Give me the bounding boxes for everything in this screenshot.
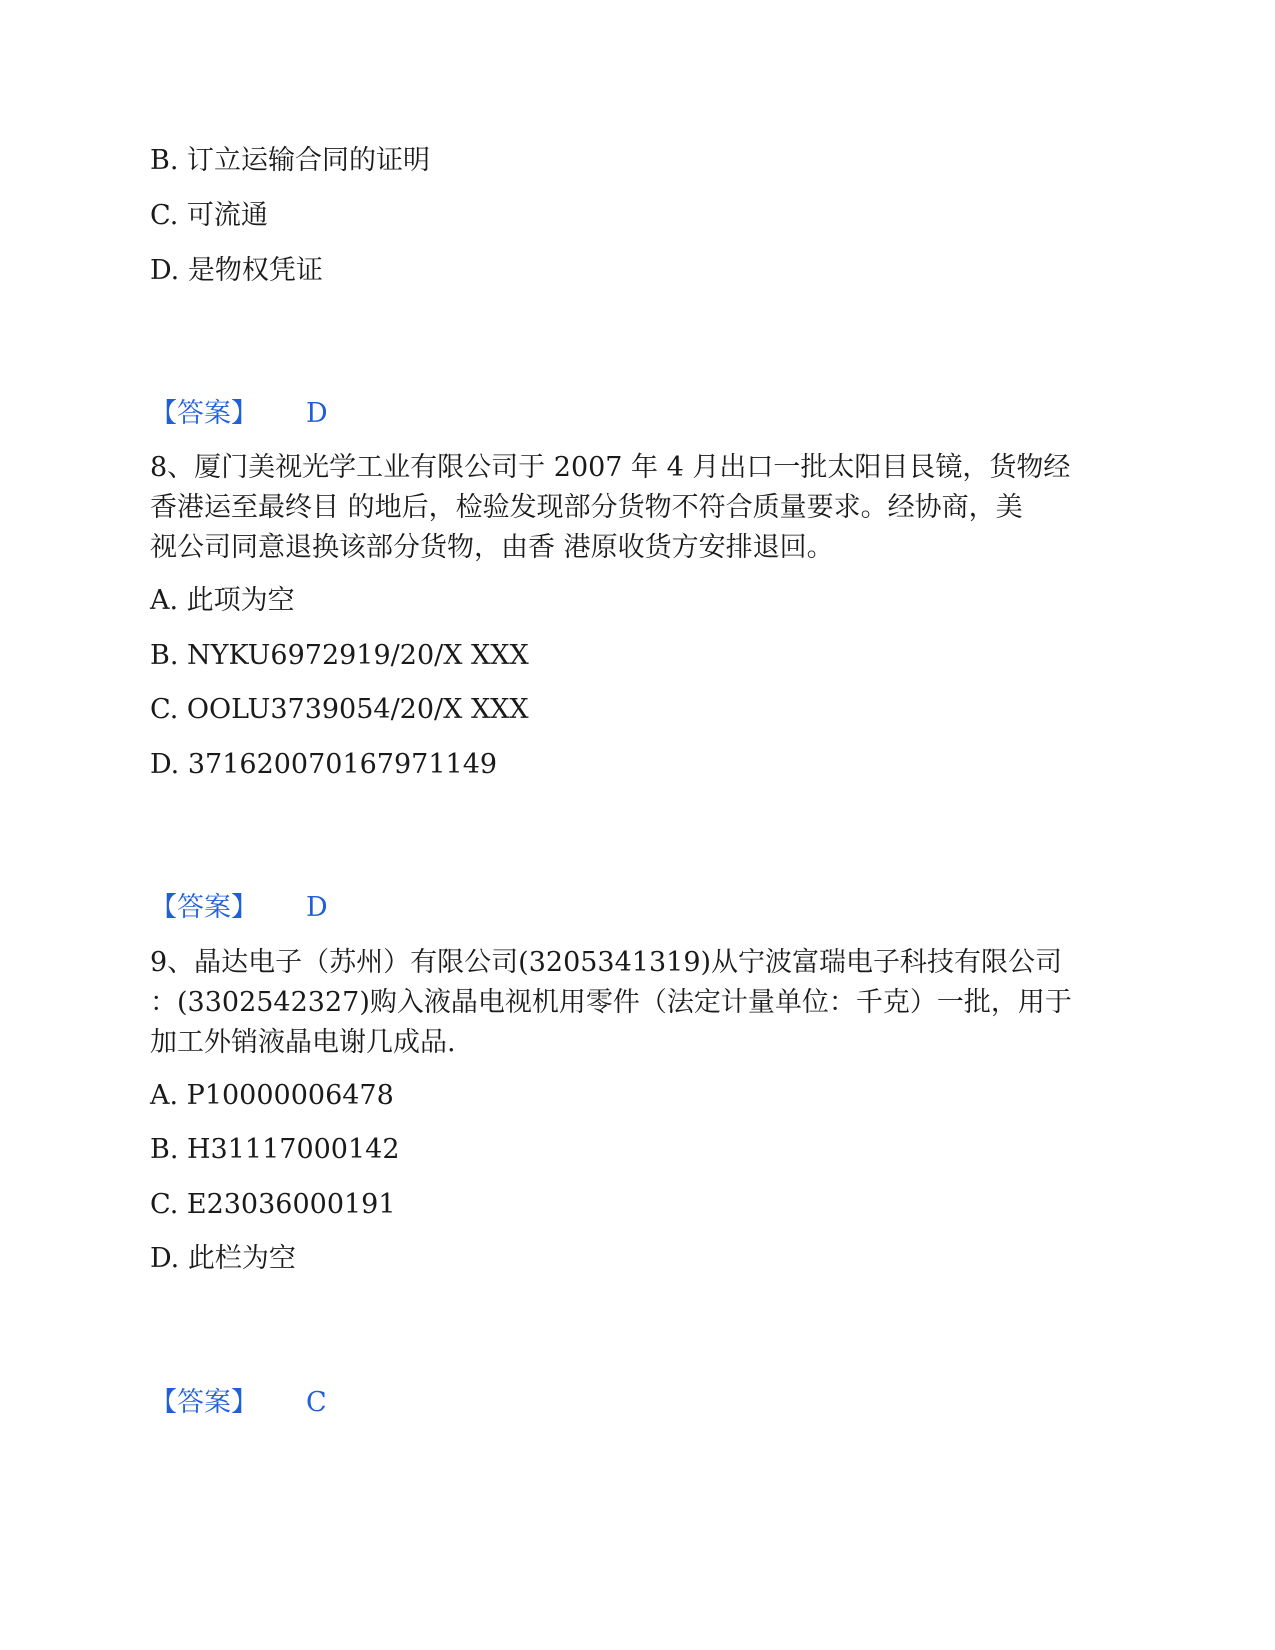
q8-option-c: C. OOLU3739054/20/X XXX bbox=[150, 694, 529, 725]
q8-stem-line-2: 香港运至最终目 的地后，检验发现部分货物不符合质量要求。经协商，美 bbox=[150, 492, 1023, 523]
q9-stem-line-2: ：(3302542327)购入液晶电视机用零件（法定计量单位：千克）一批，用于 bbox=[150, 987, 1072, 1018]
answer-value: C bbox=[306, 1387, 327, 1418]
q8-option-d: D. 371620070167971149 bbox=[150, 749, 498, 780]
q7-option-d: D. 是物权凭证 bbox=[150, 255, 323, 286]
q8-stem-line-1: 8、厦门美视光学工业有限公司于 2007 年 4 月出口一批太阳目艮镜，货物经 bbox=[150, 452, 1071, 483]
q9-option-a: A. P10000006478 bbox=[150, 1080, 394, 1111]
q8-stem bbox=[150, 448, 1115, 568]
q9-stem-line-1: 9、晶达电子（苏州）有限公司(3205341319)从宁波富瑞电子科技有限公司 bbox=[150, 947, 1063, 978]
q8-option-b: B. NYKU6972919/20/X XXX bbox=[150, 640, 529, 671]
q9-stem bbox=[150, 943, 1115, 1063]
q8-stem-line-3: 视公司同意退换该部分货物，由香 港原收货方安排退回。 bbox=[150, 532, 834, 563]
q9-answer bbox=[150, 1383, 327, 1423]
q8-answer bbox=[150, 888, 328, 928]
q9-option-b: B. H31117000142 bbox=[150, 1134, 400, 1165]
answer-tag: 【答案】 bbox=[150, 398, 258, 429]
q8-option-a: A. 此项为空 bbox=[150, 585, 295, 616]
answer-tag: 【答案】 bbox=[150, 1387, 258, 1418]
q7-option-b: B. 订立运输合同的证明 bbox=[150, 145, 431, 176]
q9-option-c: C. E23036000191 bbox=[150, 1189, 396, 1220]
q7-option-c: C. 可流通 bbox=[150, 200, 268, 231]
answer-value: D bbox=[306, 892, 328, 923]
answer-tag: 【答案】 bbox=[150, 892, 258, 923]
q9-option-d: D. 此栏为空 bbox=[150, 1243, 296, 1274]
q9-stem-line-3: 加工外销液晶电谢几成品. bbox=[150, 1027, 456, 1058]
answer-value: D bbox=[306, 398, 328, 429]
q7-answer bbox=[150, 394, 328, 434]
